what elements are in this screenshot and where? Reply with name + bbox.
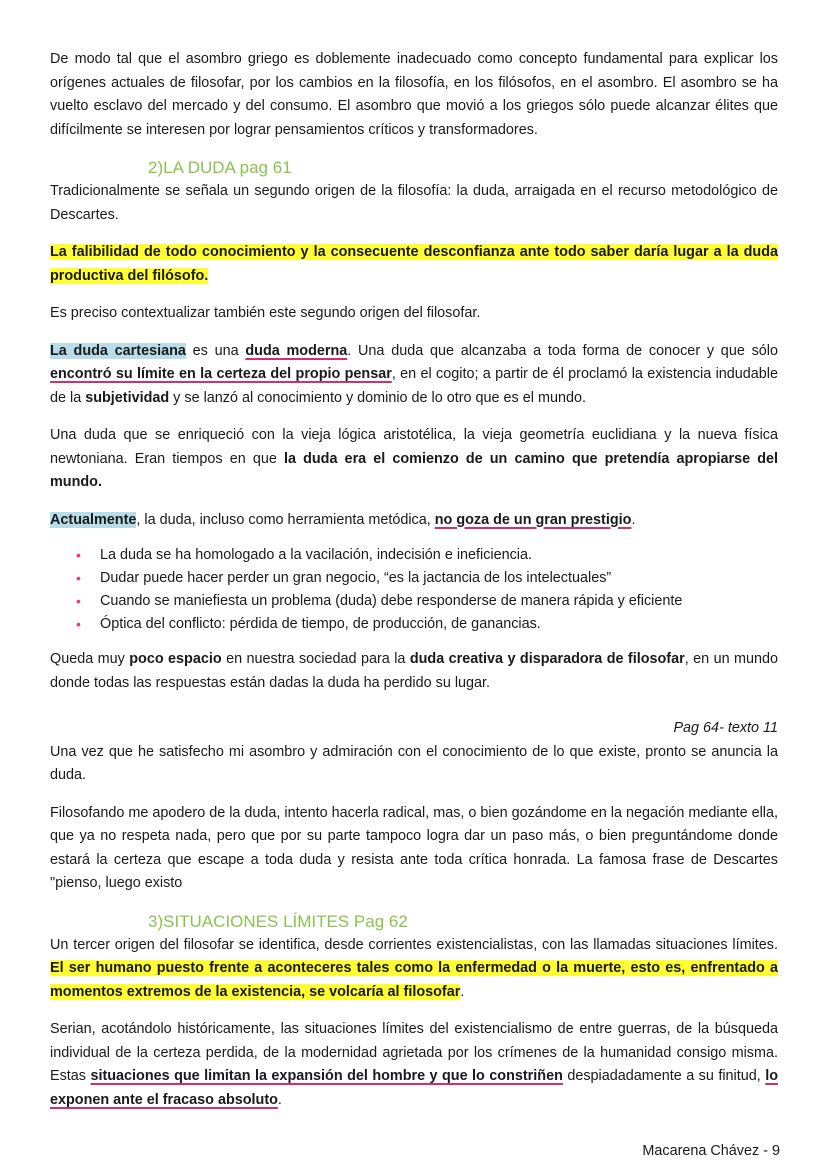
bold-phrase: duda creativa y disparadora de filosofar (409, 651, 685, 667)
paragraph-duda-origen: Tradicionalmente se señala un segundo origen de la filosofía: la duda, arraigada en el recurso metodológico de Descartes. (50, 183, 778, 223)
paragraph-actualmente: Actualmente, la duda, incluso como herramienta metódica, no goza de un gran prestigio. (50, 511, 636, 528)
paragraph-duda-cartesiana: La duda cartesiana es una duda moderna. Una duda que alcanzaba a toda forma de conocer y que sólo encontró su límite en la certeza del propio pensar, en el cogito; a partir de él proclamó la existencia indudable de la subjetividad y se lanzó al conocimiento y dominio de lo otro que es el mundo. (50, 342, 778, 406)
bold-term: poco espacio (129, 651, 222, 667)
bullet-icon: • (76, 570, 81, 586)
highlighted-text: El ser humano puesto frente a aconteceres tales como la enfermedad o la muerte, esto es, enfrentado a momentos extremos de la existencia, se volcaría al filosofar (50, 960, 778, 1000)
underlined-term: duda moderna (245, 342, 348, 359)
paragraph-falibilidad (50, 241, 778, 288)
list-item: • Dudar puede hacer perder un gran negocio, “es la jactancia de los intelectuales” (100, 567, 778, 590)
section-heading-situaciones-limites: 3)SITUACIONES LÍMITES Pag 62 (148, 911, 408, 931)
paragraph-asombro-conclusion: De modo tal que el asombro griego es doblemente inadecuado como concepto fundamental para explicar los orígenes actuales de filosofar, por los cambios en la filosofía, en los filósofos, en el asombro. El asombro se ha vuelto esclavo del mercado y del consumo. El asombro que movió a los griegos sólo puede alcanzar élites que difícilmente se interesen por lograr pensamientos críticos y transformadores. (50, 51, 778, 138)
bullet-icon: • (76, 616, 81, 632)
bold-phrase: la duda era el comienzo de un camino que pretendía apropiarse del mundo. (50, 450, 779, 490)
paragraph-satisfecho: Una vez que he satisfecho mi asombro y admiración con el conocimiento de lo que existe, pronto se anuncia la duda. (50, 743, 778, 783)
paragraph-serian: Serian, acotándolo históricamente, las situaciones límites del existencialismo de entre guerras, de la búsqueda individual de la certeza perdida, de la modernidad agrietada por los crímenes de la humanidad consigo misma. Estas situaciones que limitan la expansión del hombre y que lo constriñen despiadadamente a su finitud, lo exponen ante el fracaso absoluto. (50, 1021, 778, 1108)
page-footer: Macarena Chávez - 9 (642, 1143, 780, 1159)
list-item: • Óptica del conflicto: pérdida de tiempo, de producción, de ganancias. (100, 613, 778, 636)
highlighted-text: La falibilidad de todo conocimiento y la consecuente desconfianza ante todo saber daría lugar a la duda productiva del filósofo. (50, 244, 778, 284)
paragraph-tercer-origen: Un tercer origen del filosofar se identifica, desde corrientes existencialistas, con las llamadas situaciones límites. El ser humano puesto frente a aconteceres tales como la enfermedad o la muerte, esto es, enfrentado a momentos extremos de la existencia, se volcaría al filosofar. (50, 936, 778, 1000)
underlined-phrase: no goza de un gran prestigio (434, 511, 632, 528)
paragraph-contextualizar: Es preciso contextualizar también este segundo origen del filosofar. (50, 305, 481, 321)
underlined-phrase: lo exponen ante el fracaso absoluto (50, 1068, 778, 1108)
section-heading-duda: 2)LA DUDA pag 61 (148, 158, 292, 177)
document-page (50, 48, 778, 1112)
underlined-phrase: encontró su límite en la certeza del propio pensar (50, 366, 392, 382)
bullet-list (50, 544, 778, 636)
highlighted-term: Actualmente (50, 511, 137, 528)
paragraph-poco-espacio: Queda muy poco espacio en nuestra sociedad para la duda creativa y disparadora de filosofar, en un mundo donde todas las respuestas están dadas la duda ha perdido su lugar. (50, 651, 778, 691)
page-reference: Pag 64- texto 11 (673, 720, 778, 736)
paragraph-duda-enriquecida: Una duda que se enriqueció con la vieja lógica aristotélica, la vieja geometría euclidiana y la nueva física newtoniana. Eran tiempos en que la duda era el comienzo de un camino que pretendía apropiarse del mundo. (50, 427, 779, 490)
bold-term: subjetividad (85, 389, 170, 406)
list-item: • Cuando se maniefiesta un problema (duda) debe responderse de manera rápida y eficiente (100, 590, 778, 613)
paragraph-filosofando: Filosofando me apodero de la duda, intento hacerla radical, mas, o bien gozándome en la negación mediante ella, que ya no respeta nada, pero que por su parte tampoco logra dar un paso más, o bien preguntándome donde estará la certeza que escape a toda duda y resista ante toda crítica honrada. La famosa frase de Descartes "pienso, luego existo (50, 804, 779, 891)
underlined-phrase: situaciones que limitan la expansión del hombre y que lo constriñen (90, 1068, 563, 1084)
list-item: • La duda se ha homologado a la vacilación, indecisión e ineficiencia. (100, 544, 778, 567)
highlighted-term: La duda cartesiana (50, 342, 186, 359)
bullet-icon: • (76, 593, 81, 609)
bullet-icon: • (76, 547, 81, 563)
